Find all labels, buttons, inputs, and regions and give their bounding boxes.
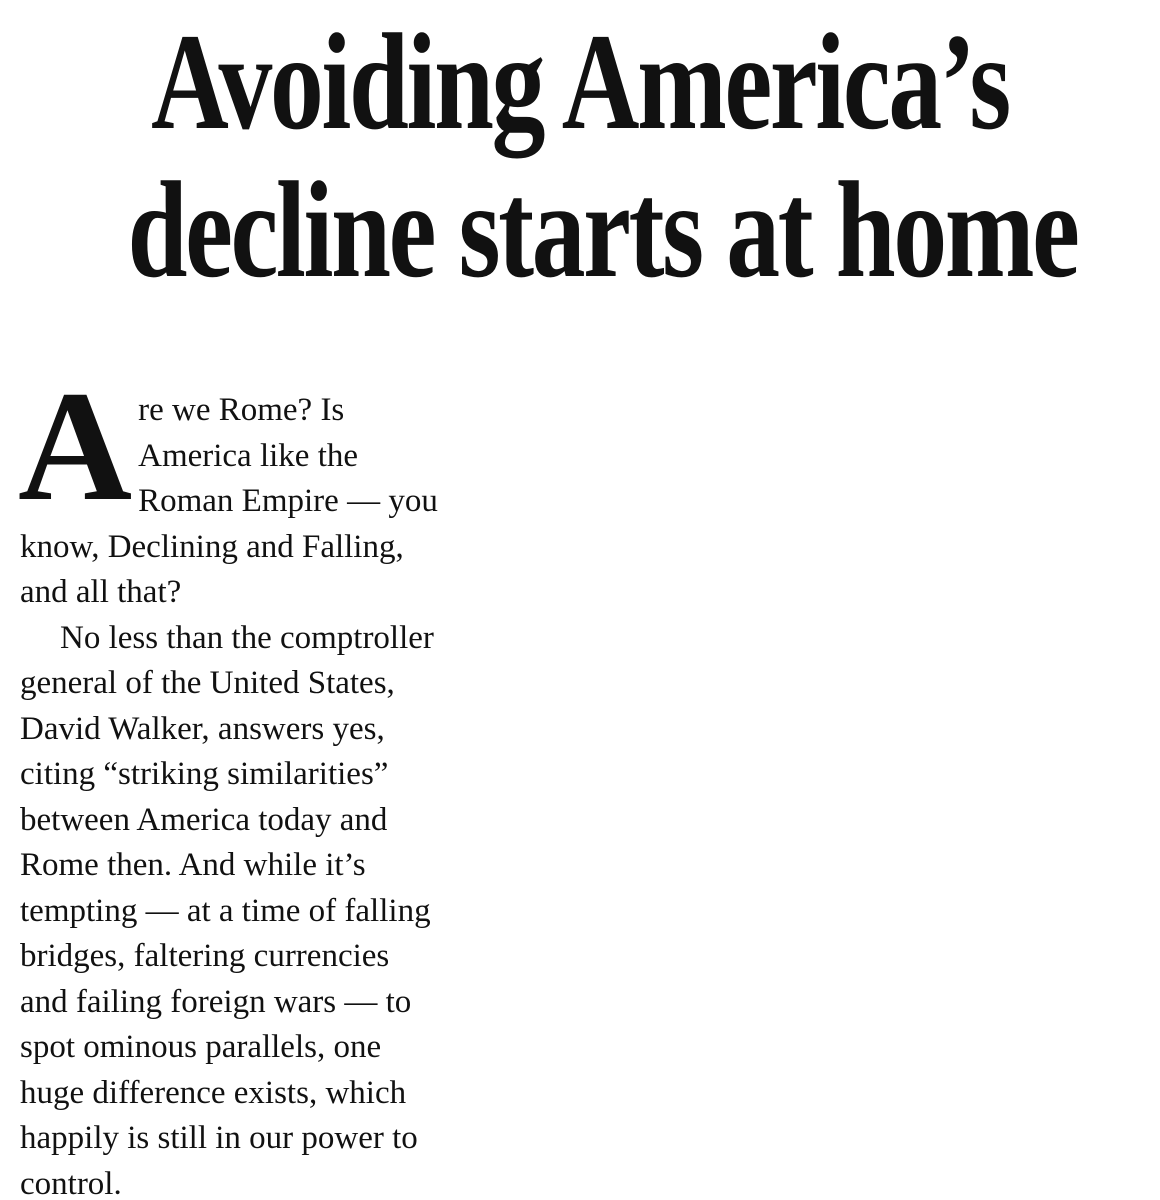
text-line: between America today and: [20, 801, 388, 838]
text-line: Roman Empire — you: [138, 483, 438, 519]
headline-line-1: Avoiding America’s: [151, 5, 1009, 158]
text-line: and failing foreign wars — to: [20, 983, 412, 1020]
text-line: Rome then. And while it’s: [20, 847, 366, 883]
text-line: No less than the comptroller: [60, 619, 434, 656]
headline-line-2: decline starts at home: [127, 153, 1078, 306]
text-line: huge difference exists, which: [20, 1074, 407, 1111]
text-line: spot ominous parallels, one: [20, 1029, 382, 1065]
text-line: re we Rome? Is: [138, 392, 345, 428]
lead-lines: [138, 388, 580, 525]
text-line: tempting — at a time of falling: [20, 892, 431, 929]
text-line: David Walker, answers yes,: [20, 710, 385, 747]
paragraph-2: [20, 616, 580, 1200]
text-line: citing “striking similarities”: [20, 756, 389, 792]
text-line: know, Declining and Falling,: [20, 528, 404, 565]
text-line: happily is still in our power to: [20, 1120, 418, 1156]
paragraph-1: [18, 359, 580, 616]
drop-cap: A: [18, 359, 133, 534]
text-line: bridges, faltering currencies: [20, 938, 390, 974]
text-line: control.: [20, 1165, 122, 1200]
text-line: and all that?: [20, 574, 182, 610]
article-body: [18, 359, 580, 1200]
headline: [127, 0, 1078, 306]
text-line: America like the: [138, 437, 359, 474]
text-line: general of the United States,: [20, 665, 395, 701]
